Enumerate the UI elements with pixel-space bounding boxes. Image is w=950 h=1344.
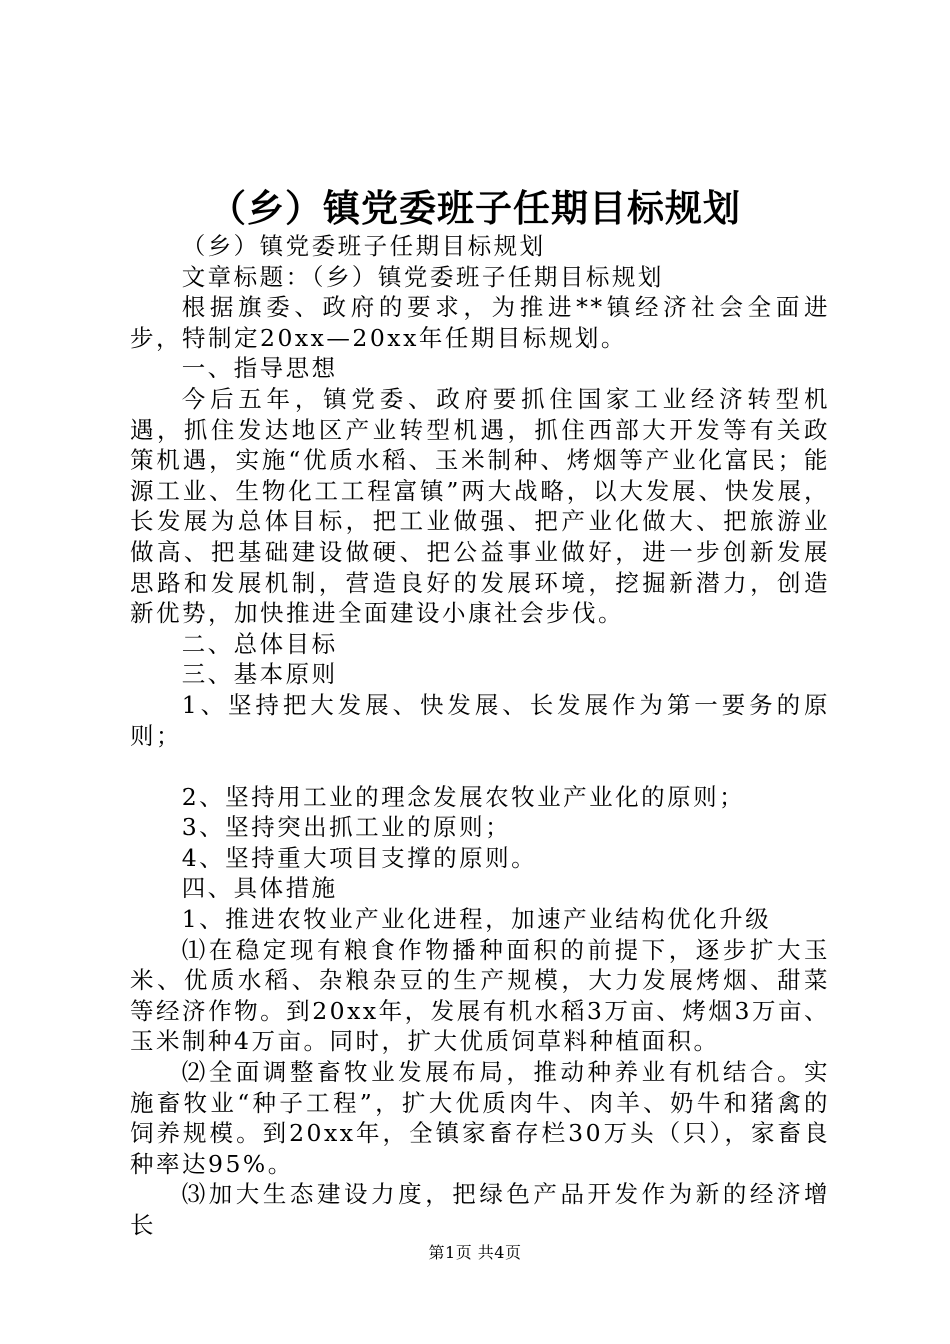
document-body (130, 231, 830, 1241)
subsection-heading: 1、推进农牧业产业化进程，加速产业结构优化升级 (181, 905, 772, 934)
list-item: 3、坚持突出抓工业的原则； (181, 813, 512, 842)
document-title: （乡）镇党委班子任期目标规划 (209, 186, 741, 230)
paragraph: 根据旗委、政府的要求，为推进**镇经济社会全面进步，特制定20xx—20xx年任期目标规划。 (130, 293, 830, 352)
section-heading: 四、具体措施 (181, 874, 338, 903)
section-heading: 二、总体目标 (181, 629, 338, 658)
list-item: 1、坚持把大发展、快发展、长发展作为第一要务的原则； (130, 690, 830, 750)
paragraph: ⑵全面调整畜牧业发展布局，推动种养业有机结合。实施畜牧业“种子工程”，扩大优质肉牛、肉羊、奶牛和猪禽的饲养规模。到20xx年，全镇家畜存栏30万头（只），家畜良种率达95%。 (130, 1058, 830, 1178)
paragraph: （乡）镇党委班子任期目标规划 (181, 232, 546, 260)
page-footer: 第1页 共4页 (428, 1243, 522, 1262)
list-item: 2、坚持用工业的理念发展农牧业产业化的原则； (181, 782, 746, 811)
paragraph: ⑶加大生态建设力度，把绿色产品开发作为新的经济增长 (130, 1180, 830, 1239)
paragraph: 今后五年，镇党委、政府要抓住国家工业经济转型机遇，抓住发达地区产业转型机遇，抓住西部大开发等有关政策机遇，实施“优质水稻、玉米制种、烤烟等产业化富民；能源工业、生物化工工程富镇”两大战略，以大发展、快发展，长发展为总体目标，把工业做强、把产业化做大、把旅游业做高、把基础建设做硬、把公益事业做好，进一步创新发展思路和发展机制，营造良好的发展环境，挖掘新潜力，创造新优势，加快推进全面建设小康社会步伐。 (130, 384, 830, 628)
paragraph: 文章标题：（乡）镇党委班子任期目标规划 (181, 262, 664, 291)
list-item: 4、坚持重大项目支撑的原则。 (181, 843, 538, 872)
section-heading: 一、指导思想 (181, 354, 338, 383)
paragraph: ⑴在稳定现有粮食作物播种面积的前提下，逐步扩大玉米、优质水稻、杂粮杂豆的生产规模，大力发展烤烟、甜菜等经济作物。到20xx年，发展有机水稻3万亩、烤烟3万亩、玉米制种4万亩。同时，扩大优质饲草料种植面积。 (130, 935, 830, 1056)
section-heading: 三、基本原则 (181, 660, 338, 689)
